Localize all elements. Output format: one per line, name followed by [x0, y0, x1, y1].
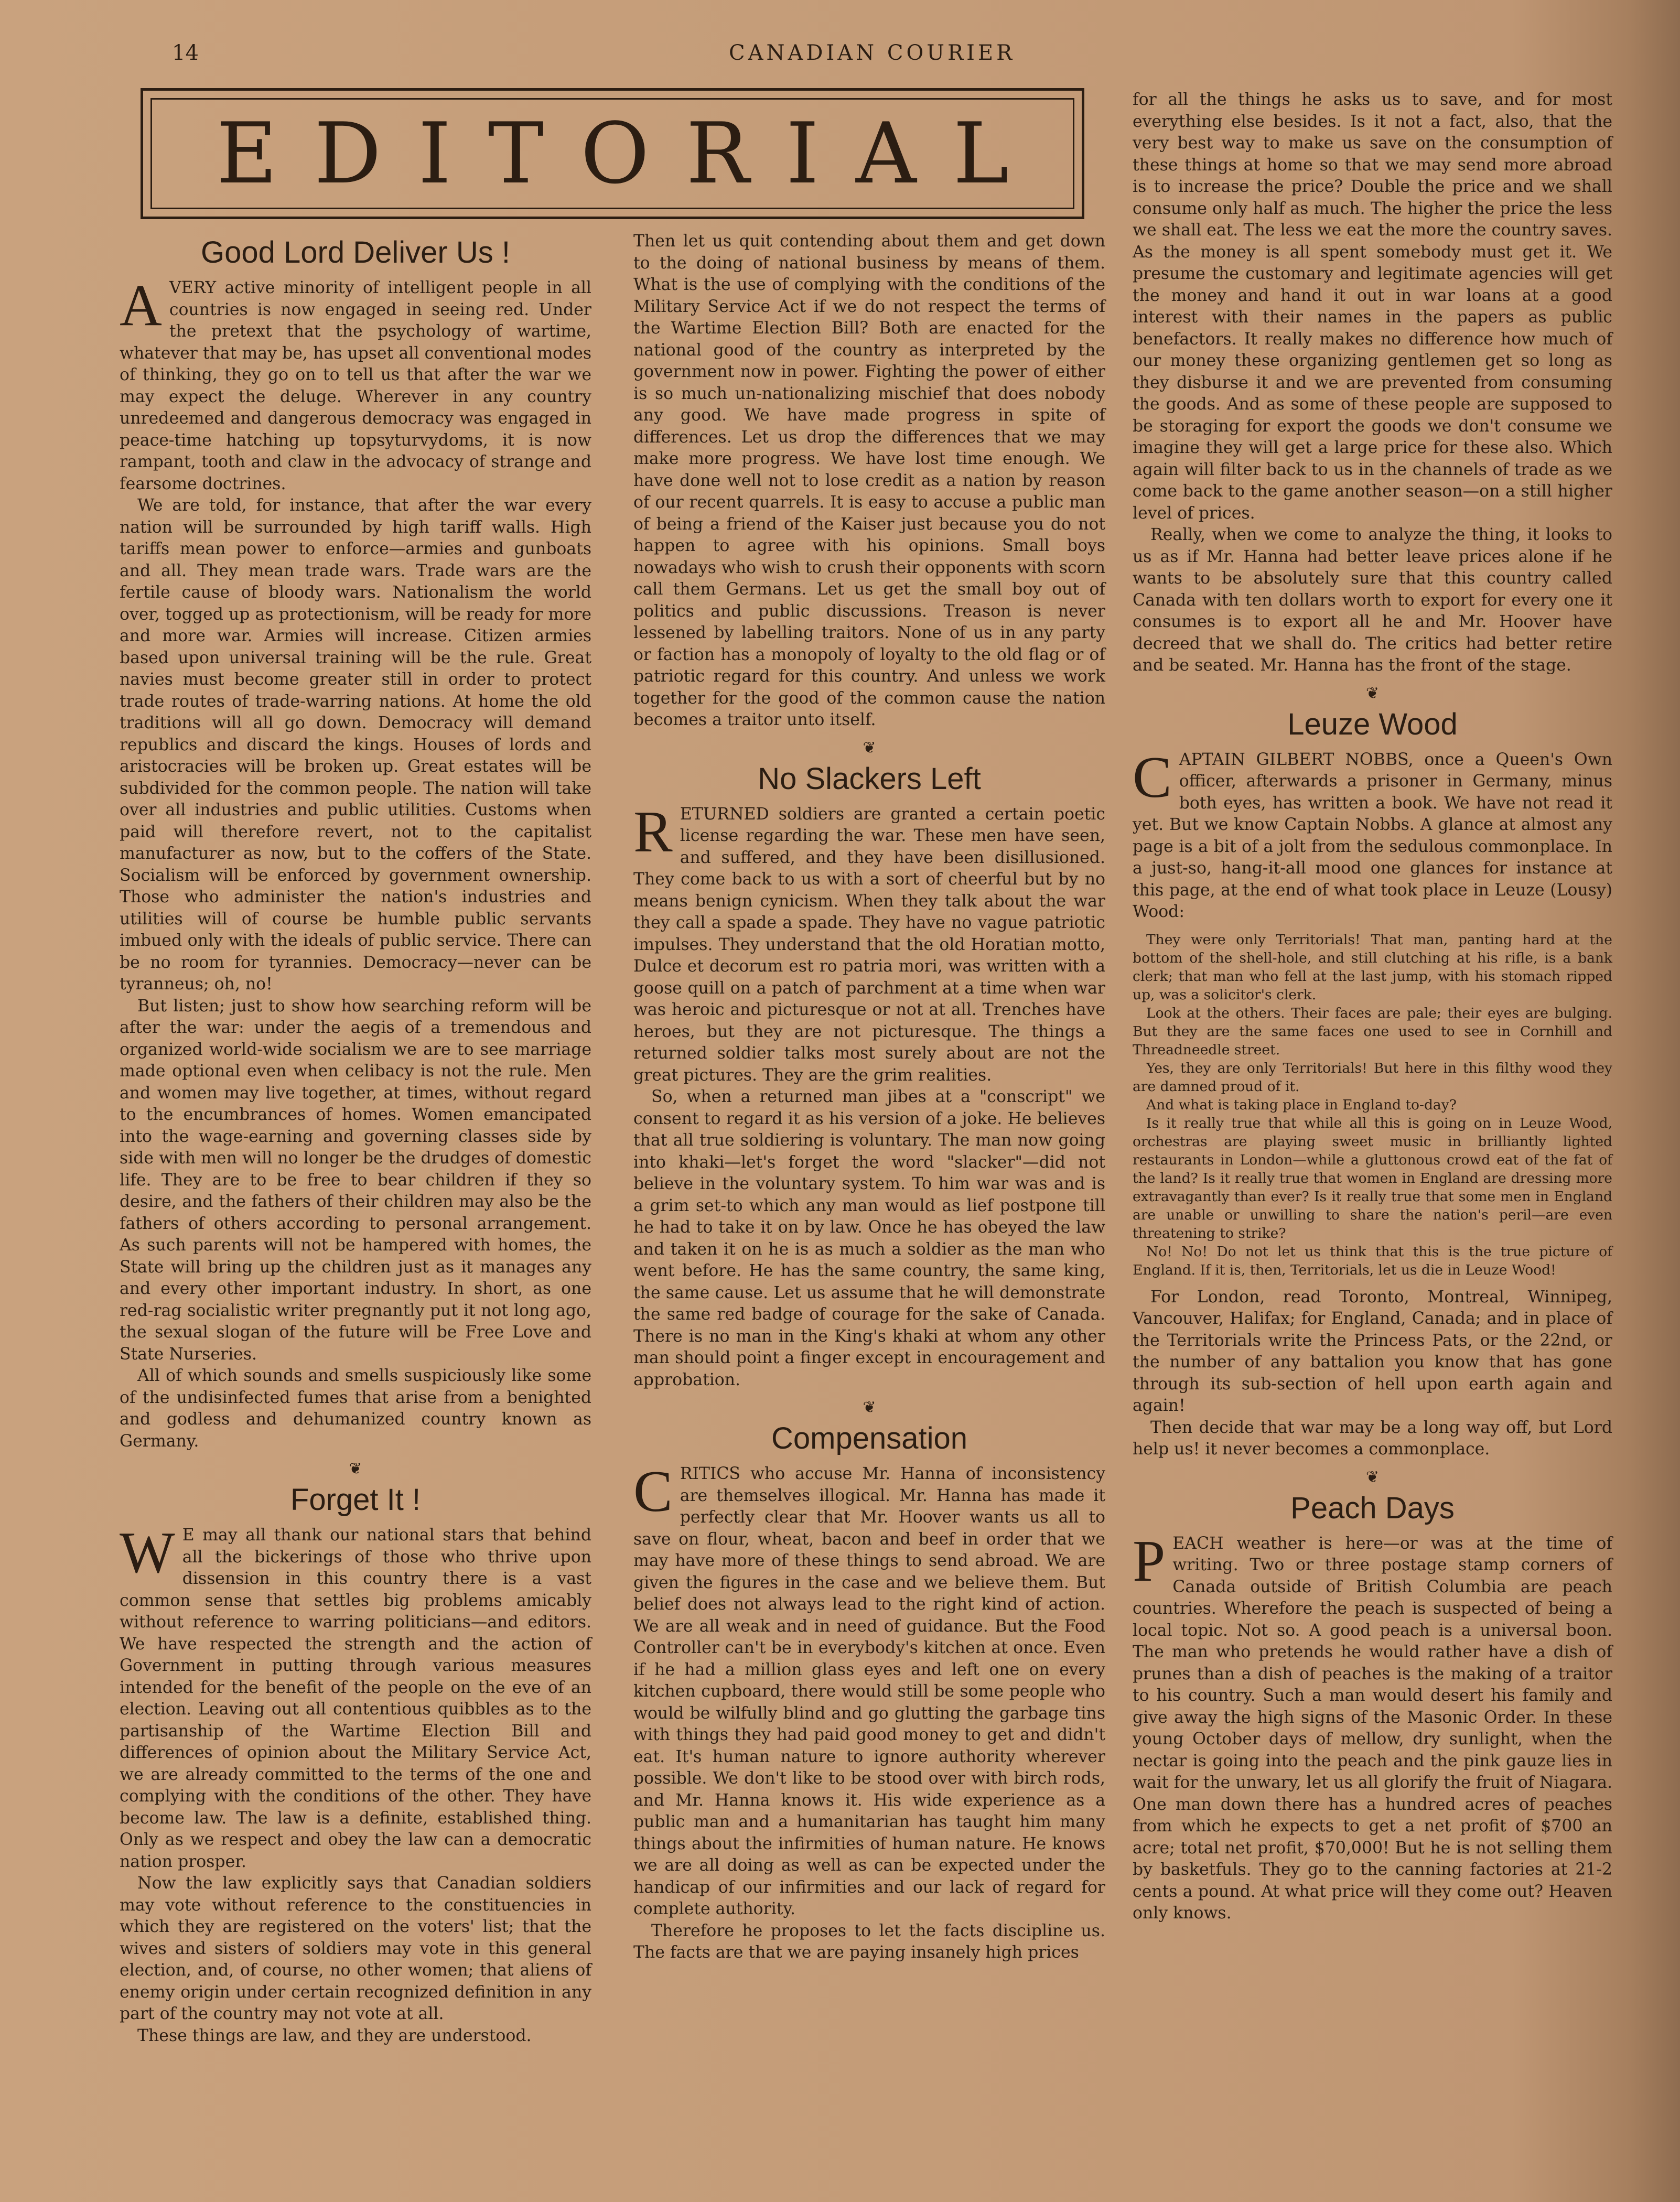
paragraph: for all the things he asks us to save, and for most everything else besides. Is it not a fact, also, that the very best way to make us save on the consumption of these things at home so that we may send more abroad is to increase the price? Double the price and we shall consume only half as much. The higher the price the less we shall eat. The less we eat the more the country saves. As the money is all spent somebody must get it. We presume the customary and legitimate agencies will get the money and hand it out in war loans at a good interest with their names in the papers as public benefactors. It really makes no difference how much of our money these organizing gentlemen get so long as they disburse it and we are prevented from consuming the goods. And as some of these people are supposed to be storaging for export the goods we don't consume we imagine they will get a large price for these also. Which again will filter back to us in the channels of trade as we come back to the game another season—on a still higher level of prices.: [1133, 90, 1612, 523]
drop-cap: C: [1133, 744, 1172, 810]
paragraph: [633, 1459, 1105, 1920]
article-body: [633, 1459, 1105, 1964]
headline: Good Lord Deliver Us !: [201, 235, 510, 269]
column-2: [633, 231, 1105, 1971]
article-leuze-wood: [1133, 707, 1612, 1461]
article-compensation: [633, 1421, 1105, 1964]
paragraph: For London, read Toronto, Montreal, Winnipeg, Vancouver, Halifax; for England, Canada; and in place of the Territorials write the Princess Pats, or the 22nd, or the number of any battalion you know that has gone through its sub-section of hell upon earth again and again!: [1133, 1287, 1612, 1415]
paragraph: Then decide that war may be a long way off, but Lord help us! it never becomes a commonplace.: [1133, 1418, 1612, 1459]
paragraph: But listen; just to show how searching reform will be after the war: under the aegis of a tremendous and organized world-wide socialism we are to see marriage made optional even when celibacy is not the rule. Men and women may live together, at times, without regard to the encumbrances of homes. Women emancipated into the wage-earning and governing classes side by side with men will no longer be the drudges of domestic life. They are to be free to bear children if they so desire, and the fathers of their children may also be the fathers of others according to personal arrangement. As such parents will not be hampered with homes, the State will bring up the children just as it manages any and every other important industry. In short, as one red-rag socialistic writer pregnantly put it not long ago, the sexual slogan of the future will be Free Love and State Nurseries.: [120, 996, 591, 1364]
headline: No Slackers Left: [758, 761, 981, 796]
article-peach-days: [1133, 1491, 1612, 1925]
headline: Leuze Wood: [1287, 707, 1458, 741]
article-good-lord-deliver-us: [120, 235, 591, 1452]
paragraph-text: VERY active minority of intelligent people in all countries is now engaged in seeing red. Under the pretext that the psychology of wartime, whatever that may be, has upset all conventional modes of thinking, they go on to tell us that after the war we may expect the deluge. Wherever in any country unredeemed and dangerous democracy was engaged in peace-time hatching up topsyturvydoms, it is now rampant, tooth and claw in the advocacy of strange and fearsome doctrines.: [120, 278, 591, 493]
page-number: 14: [172, 41, 199, 65]
paragraph: These things are law, and they are understood.: [137, 2026, 532, 2045]
article-continued: [633, 231, 1105, 731]
fleuron-ornament: ❦: [1365, 684, 1380, 703]
headline: Peach Days: [1290, 1491, 1455, 1525]
drop-cap: R: [633, 799, 673, 865]
paragraph-text: RITICS who accuse Mr. Hanna of inconsistency are themselves illogical. Mr. Hanna has made it perfectly clear that Mr. Hoover wants us all to save on flour, wheat, bacon and beef in order that we may have more of these things to send abroad. We are given the figures in the case and we believe them. But belief does not always lead to the right kind of action. We are all weak and in need of guidance. But the Food Controller can't be in everybody's kitchen at once. Even if he had a million glass eyes and left one on every kitchen cupboard, there would still be some people who would be wilfully blind and go glutting the garbage tins with things they had paid good money to get and didn't eat. It's human nature to ignore authority wherever possible. We don't like to be stood over with birch rods, and Mr. Hanna knows it. His wide experience as a public man and a humanitarian has taught him many things about the infirmities of human nature. He knows we are all doing as well as can be expected under the handicap of our infirmities and our lack of regard for complete authority.: [633, 1464, 1105, 1918]
article-body: [633, 799, 1105, 1391]
paragraph: All of which sounds and smells suspiciously like some of the undisinfected fumes that arise from a benighted and godless and dehumanized country known as Germany.: [120, 1366, 591, 1451]
drop-cap: P: [1133, 1528, 1166, 1594]
masthead-inner-frame: [150, 98, 1074, 209]
masthead-title: EDITORIAL: [216, 104, 1046, 202]
fleuron-ornament: ❦: [349, 1460, 362, 1478]
paragraph: [633, 799, 1105, 1087]
column-3: [1133, 89, 1612, 1932]
article-body: [1133, 744, 1612, 1461]
drop-cap: A: [120, 273, 162, 338]
headline: Forget It !: [290, 1483, 421, 1517]
article-body: [1133, 1528, 1612, 1925]
article-body: [120, 273, 591, 1452]
article-no-slackers-left: [633, 761, 1105, 1391]
running-head: CANADIAN COURIER: [729, 41, 1016, 65]
paragraph: [120, 273, 591, 495]
article-body: [1133, 89, 1612, 677]
paragraph: Really, when we come to analyze the thing, it looks to us as if Mr. Hanna had better leave prices alone if he wants to be absolutely sure that this country called Canada with ten dollars worth to export for every one it consumes is to export all he and Mr. Hoover have decreed that we shall do. The critics had better retire and be seated. Mr. Hanna has the front of the stage.: [1133, 525, 1612, 675]
column-1: [120, 231, 591, 2054]
paragraph: [1133, 1528, 1612, 1925]
paragraph: Now the law explicitly says that Canadian soldiers may vote without reference to the constituencies in which they are registered on the voters' list; that the wives and sisters of soldiers may vote in this general election, and, of course, no other women; that aliens of enemy origin under certain recognized definition in any part of the country may not vote at all.: [120, 1874, 591, 2023]
paragraph: We are told, for instance, that after the war every nation will be surrounded by high tariff walls. High tariffs mean power to enforce—armies and gunboats and all. They mean trade wars. Trade wars are the fertile cause of bloody wars. Nationalism the world over, togged up as protectionism, will be ready for more and more war. Armies will increase. Citizen armies based upon universal training will be the rule. Great navies must become greater still in order to protect trade routes of trade-warring nations. At home the old traditions will all go down. Democracy will demand republics and discard the kings. Houses of lords and aristocracies will be broken up. Great estates will be subdivided for the common people. The nation will take over all industries and public utilities. Customs when paid will therefore revert, not to the capitalist manufacturer as now, but to the coffers of the State. Socialism will be enforced by government ownership. Those who administer the nation's industries and utilities will of course be humble public servants imbued only with the ideals of public service. There can be no room for tyrannies. Democracy—never can be tyranneus; oh, no!: [120, 496, 591, 994]
fleuron-ornament: ❦: [1365, 1467, 1380, 1486]
article-body: [120, 1520, 591, 2047]
article-body: [633, 231, 1105, 731]
paragraph: [120, 1520, 591, 1873]
editorial-masthead: [141, 88, 1084, 219]
quote-paragraph: Look at the others. Their faces are pale; their eyes are bulging. But they are the same faces one used to see in Cornhill and Threadneedle street.: [1133, 1005, 1612, 1058]
paragraph-text: APTAIN GILBERT NOBBS, once a Queen's Own officer, afterwards a prisoner in Germany, minus both eyes, has written a book. We have not read it yet. But we know Captain Nobbs. A glance at almost any page is a bit of a jolt from the sedulous commonplace. In a just-so, hang-it-all mood one glances for instance at this page, at the end of what took place in Leuze (Lousy) Wood:: [1133, 750, 1612, 921]
drop-cap: C: [633, 1459, 673, 1524]
paragraph-text: EACH weather is here—or was at the time of writing. Two or three postage stamp corners of Canada outside of British Columbia are peach countries. Wherefore the peach is suspected of being a local topic. Not so. A good peach is a universal boon. The man who pretends he would rather have a dish of prunes than a dish of peaches is the making of a traitor to his country. Such a man would desert his family and give away the high signs of the Masonic Order. In these young October days of mellow, dry sunlight, when the nectar is going into the peach and the pink gauze lies in wait for the unwary, let us all glorify the fruit of Niagara. One man down there has a hundred acres of peaches from which he expects to get a net profit of $700 an acre; total net profit, $70,000! But he is not selling them by basketfuls. They go to the canning factories at 21-2 cents a pound. At what price will they come out? Heaven only knows.: [1133, 1534, 1612, 1923]
quote-paragraph: Is it really true that while all this is going on in Leuze Wood, orchestras are playing sweet music in brilliantly lighted restaurants in London—while a gluttonous crowd eat of the fat of the land? Is it really true that women in England are dressing more extravagantly than ever? Is it really true that some men in England are unable or unwilling to share the nation's peril—are even threatening to strike?: [1133, 1115, 1612, 1242]
fleuron-ornament: ❦: [863, 1398, 876, 1417]
quote-paragraph: No! No! Do not let us think that this is the true picture of England. If it is, then, Territorials, let us die in Leuze Wood!: [1133, 1243, 1612, 1278]
drop-cap: W: [120, 1520, 175, 1585]
quote-paragraph: Yes, they are only Territorials! But here in this filthy wood they are damned proud of it.: [1133, 1060, 1612, 1095]
block-quote: [1133, 931, 1612, 1279]
paragraph: Then let us quit contending about them and get down to the doing of national business by means of them. What is the use of complying with the conditions of the Military Service Act if we do not respect the terms of the Wartime Election Bill? Both are enacted for the national good of the country as interpreted by the government now in power. Fighting the power of either is so much un-nationalizing mischief that does nobody any good. We have made progress in spite of differences. Let us drop the differences that we may make more progress. We have lost time enough. We have done well not to lose credit as a nation by reason of our recent quarrels. It is easy to accuse a public man of being a friend of the Kaiser just because you do not happen to agree with his opinions. Small boys nowadays who wish to crush their opponents with scorn call them Germans. Let us get the small boy out of politics and public discussions. Treason is never lessened by labelling traitors. None of us in any party or faction has a monopoly of loyalty to the old flag or of patriotic regard for this country. And unless we work together for the good of the common cause the nation becomes a traitor unto itself.: [633, 232, 1105, 729]
quote-paragraph: They were only Territorials! That man, panting hard at the bottom of the shell-hole, and still clutching at his rifle, is a bank clerk; that man who fell at the last jump, with his stomach ripped up, was a solicitor's clerk.: [1133, 931, 1612, 1003]
headline: Compensation: [771, 1421, 967, 1455]
paragraph-text: E may all thank our national stars that behind all the bickerings of those who thrive upon dissension in this country there is a vast common sense that settles big problems amicably without reference to warring politicians—and editors. We have respected the strength and the action of Government in putting through various measures intended for the benefit of the people on the eve of an election. Leaving out all contentious quibbles as to the partisanship of the Wartime Election Bill and differences of opinion about the Military Service Act, we are already committed to the terms of the one and complying with the conditions of the other. They have become law. The law is a definite, established thing. Only as we respect and obey the law can a democratic nation prosper.: [120, 1526, 591, 1871]
article-continued: [1133, 89, 1612, 677]
paragraph: So, when a returned man jibes at a "conscript" we consent to regard it as his version of a joke. He believes that all true soldiering is voluntary. The man now going into khaki—let's forget the word "slacker"—did not believe in the voluntary system. To him war was and is a grim set-to which any man would as lief postpone till he had to take it on by law. Once he has obeyed the law and taken it on he is as much a soldier as the man who went before. He has the same country, the same king, the same cause. Let us assume that he will demonstrate the same red badge of courage for the sake of Canada. There is no man in the King's khaki at whom any other man should point a finger except in encouragement and approbation.: [633, 1087, 1105, 1389]
paragraph: Therefore he proposes to let the facts discipline us. The facts are that we are paying insanely high prices: [633, 1921, 1105, 1962]
fleuron-ornament: ❦: [863, 738, 876, 757]
article-forget-it: [120, 1482, 591, 2047]
paragraph: [1133, 744, 1612, 923]
paragraph-text: ETURNED soldiers are granted a certain poetic license regarding the war. These men have seen, and suffered, and they have been disillusioned. They come back to us with a sort of cheerful but by no means benign cynicism. When they talk about the war they call a spade a spade. They have no vague patriotic impulses. They understand that the old Horatian motto, Dulce et decorum est ro patria mori, was written with a goose quill on a patch of parchment at a time when war was heroic and picturesque or not at all. Trenches have heroes, but they are not picturesque. The things a returned soldier talks most surely about are not the great pictures. They are the grim realities.: [633, 804, 1105, 1085]
quote-paragraph: And what is taking place in England to-day?: [1146, 1096, 1457, 1113]
